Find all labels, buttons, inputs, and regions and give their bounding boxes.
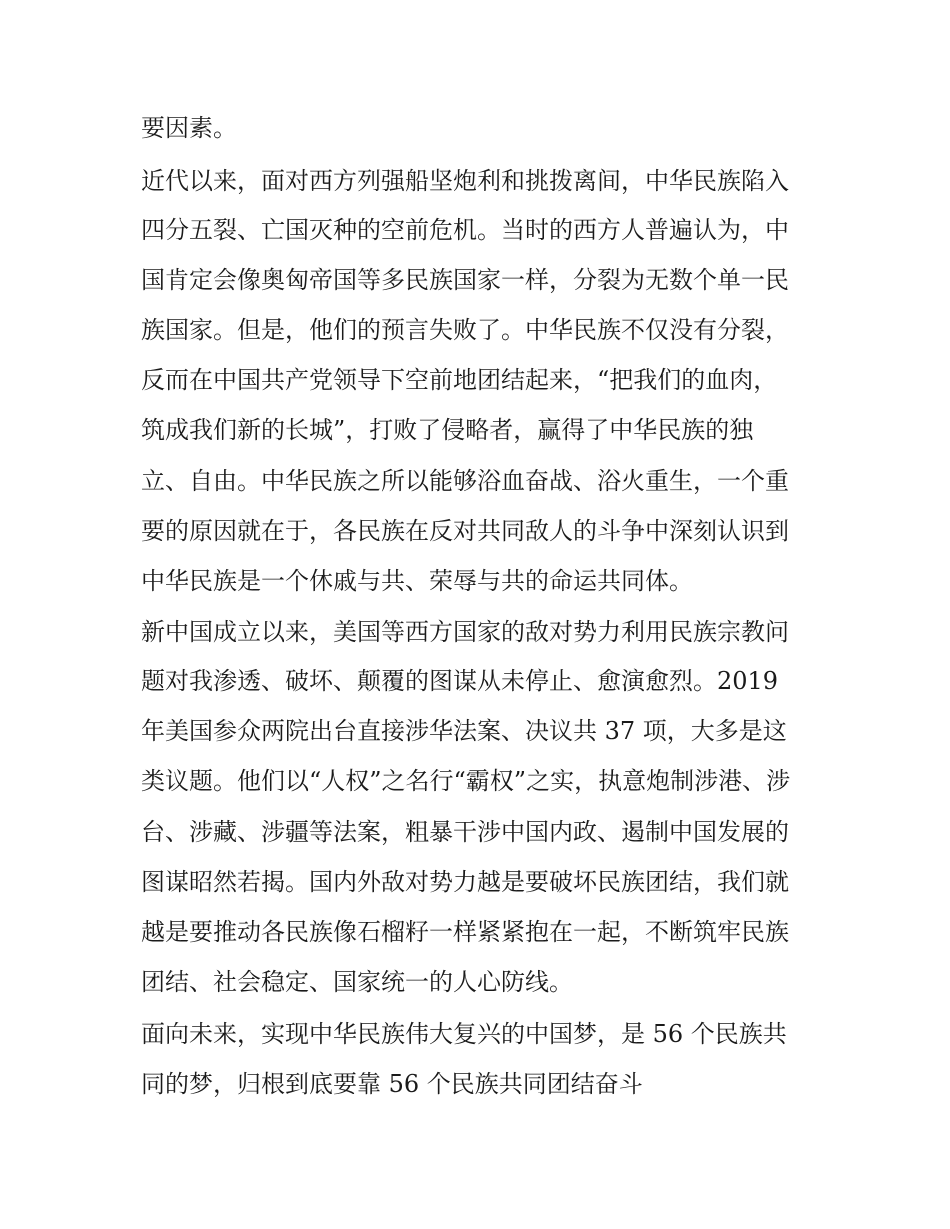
text-line: 同的梦，归根到底要靠 56 个民族共同团结奋斗 [141, 1070, 643, 1098]
text-line: 族国家。但是，他们的预言失败了。中华民族不仅没有分裂， [141, 316, 789, 344]
text-line: 图谋昭然若揭。国内外敌对势力越是要破坏民族团结，我们就 [141, 868, 789, 896]
text-line: 面向未来，实现中华民族伟大复兴的中国梦，是 56 个民族共 [141, 1020, 787, 1048]
text-line: 题对我渗透、破坏、颠覆的图谋从未停止、愈演愈烈。2019 [141, 667, 779, 695]
text-line: 近代以来，面对西方列强船坚炮利和挑拨离间，中华民族陷入 [141, 167, 789, 195]
text-line: 越是要推动各民族像石榴籽一样紧紧抱在一起，不断筑牢民族 [141, 918, 789, 946]
text-line: 新中国成立以来，美国等西方国家的敌对势力利用民族宗教问 [141, 618, 789, 646]
text-line: 台、涉藏、涉疆等法案，粗暴干涉中国内政、遏制中国发展的 [141, 818, 789, 846]
text-line: 筑成我们新的长城”，打败了侵略者，赢得了中华民族的独 [141, 416, 754, 444]
text-line: 中华民族是一个休戚与共、荣辱与共的命运共同体。 [141, 567, 693, 595]
text-line: 反而在中国共产党领导下空前地团结起来，“把我们的血肉， [141, 366, 778, 394]
text-line: 四分五裂、亡国灭种的空前危机。当时的西方人普遍认为，中 [141, 216, 789, 244]
text-line: 要的原因就在于，各民族在反对共同敌人的斗争中深刻认识到 [141, 517, 789, 545]
text-line: 年美国参众两院出台直接涉华法案、决议共 37 项，大多是这 [141, 717, 787, 745]
text-line: 要因素。 [141, 114, 237, 142]
text-line: 立、自由。中华民族之所以能够浴血奋战、浴火重生，一个重 [141, 467, 789, 495]
text-line: 团结、社会稳定、国家统一的人心防线。 [141, 968, 573, 996]
text-line: 类议题。他们以“人权”之名行“霸权”之实，执意炮制涉港、涉 [141, 767, 791, 795]
text-line: 国肯定会像奥匈帝国等多民族国家一样，分裂为无数个单一民 [141, 266, 789, 294]
